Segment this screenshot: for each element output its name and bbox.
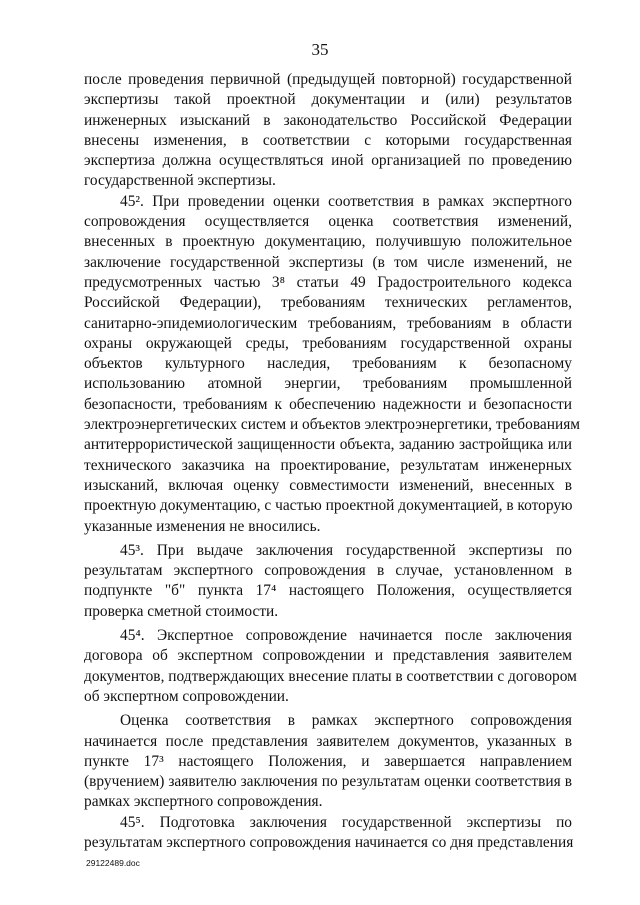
text-line: заключение государственной экспертизы (в том числе изменений, не: [84, 253, 572, 271]
text-line: об экспертном сопровождении.: [84, 687, 289, 705]
text-line: пункте 17³ настоящего Положения, и завершается направлением: [84, 752, 572, 770]
text-line: использованию атомной энергии, требованиям промышленной: [84, 375, 572, 393]
text-line: документов, подтверждающих внесение платы в соответствии с договором: [84, 667, 577, 685]
text-line: после проведения первичной (предыдущей повторной) государственной: [84, 71, 572, 88]
text-line: 45³. При выдаче заключения государственной экспертизы по: [120, 541, 572, 559]
text-line: 45². При проведении оценки соответствия в рамках экспертного: [120, 192, 572, 210]
text-line: 45⁵. Подготовка заключения государственной экспертизы по: [120, 813, 572, 831]
text-line: договора об экспертном сопровождении и представления заявителем: [84, 647, 572, 665]
text-line: Оценка соответствия в рамках экспертного сопровождения: [120, 712, 572, 730]
text-line: рамках экспертного сопровождения.: [84, 793, 323, 811]
text-line: безопасности, требованиям к обеспечению надежности и безопасности: [84, 395, 572, 413]
text-line: результатам экспертного сопровождения начинается со дня представления: [84, 833, 574, 851]
text-line: сопровождения осуществляется оценка соответствия изменений,: [84, 213, 572, 231]
text-line: (вручением) заявителю заключения по результатам оценки соответствия в: [84, 773, 572, 791]
text-line: проверка сметной стоимости.: [84, 602, 279, 620]
text-line: внесены изменения, в соответствии с которыми государственная: [84, 131, 572, 149]
text-line: 45⁴. Экспертное сопровождение начинается после заключения: [120, 627, 572, 645]
text-line: электроэнергетических систем и объектов электроэнергетики, требованиям: [84, 416, 581, 434]
text-line: технического заказчика на проектирование, результатам инженерных: [84, 456, 572, 474]
text-line: экспертиза должна осуществляться иной организацией по проведению: [84, 152, 572, 170]
text-line: проектную документацию, с частью проектной документацией, в которую: [84, 497, 573, 515]
text-line: подпункте "б" пункта 17⁴ настоящего Положения, осуществляется: [84, 582, 572, 600]
page-number: 35: [311, 40, 329, 59]
text-line: инженерных изысканий в законодательство Российской Федерации: [84, 111, 572, 129]
text-line: изысканий, включая оценку совместимости изменений, внесенных в: [84, 476, 572, 494]
text-line: Российской Федерации), требованиям технических регламентов,: [84, 294, 572, 312]
text-line: начинается после представления заявителем документов, указанных в: [84, 732, 572, 750]
text-line: антитеррористической защищенности объекта, заданию застройщика или: [84, 436, 572, 454]
text-line: указанные изменения не вносились.: [84, 517, 321, 535]
footer-file-reference: 29122489.doc: [86, 858, 140, 868]
text-line: результатам экспертного сопровождения в случае, установленном в: [84, 562, 572, 580]
document-body: [84, 70, 581, 853]
text-line: санитарно-эпидемиологическим требованиям, требованиям в области: [84, 314, 572, 332]
text-line: государственной экспертизы.: [84, 172, 276, 190]
text-line: предусмотренных частью 3⁸ статьи 49 Градостроительного кодекса: [84, 273, 572, 291]
text-line: охраны окружающей среды, требованиям государственной охраны: [84, 334, 572, 352]
text-line: экспертизы такой проектной документации и (или) результатов: [84, 91, 572, 109]
text-line: объектов культурного наследия, требованиям к безопасному: [84, 355, 572, 373]
text-line: внесенных в проектную документацию, получившую положительное: [84, 233, 572, 251]
